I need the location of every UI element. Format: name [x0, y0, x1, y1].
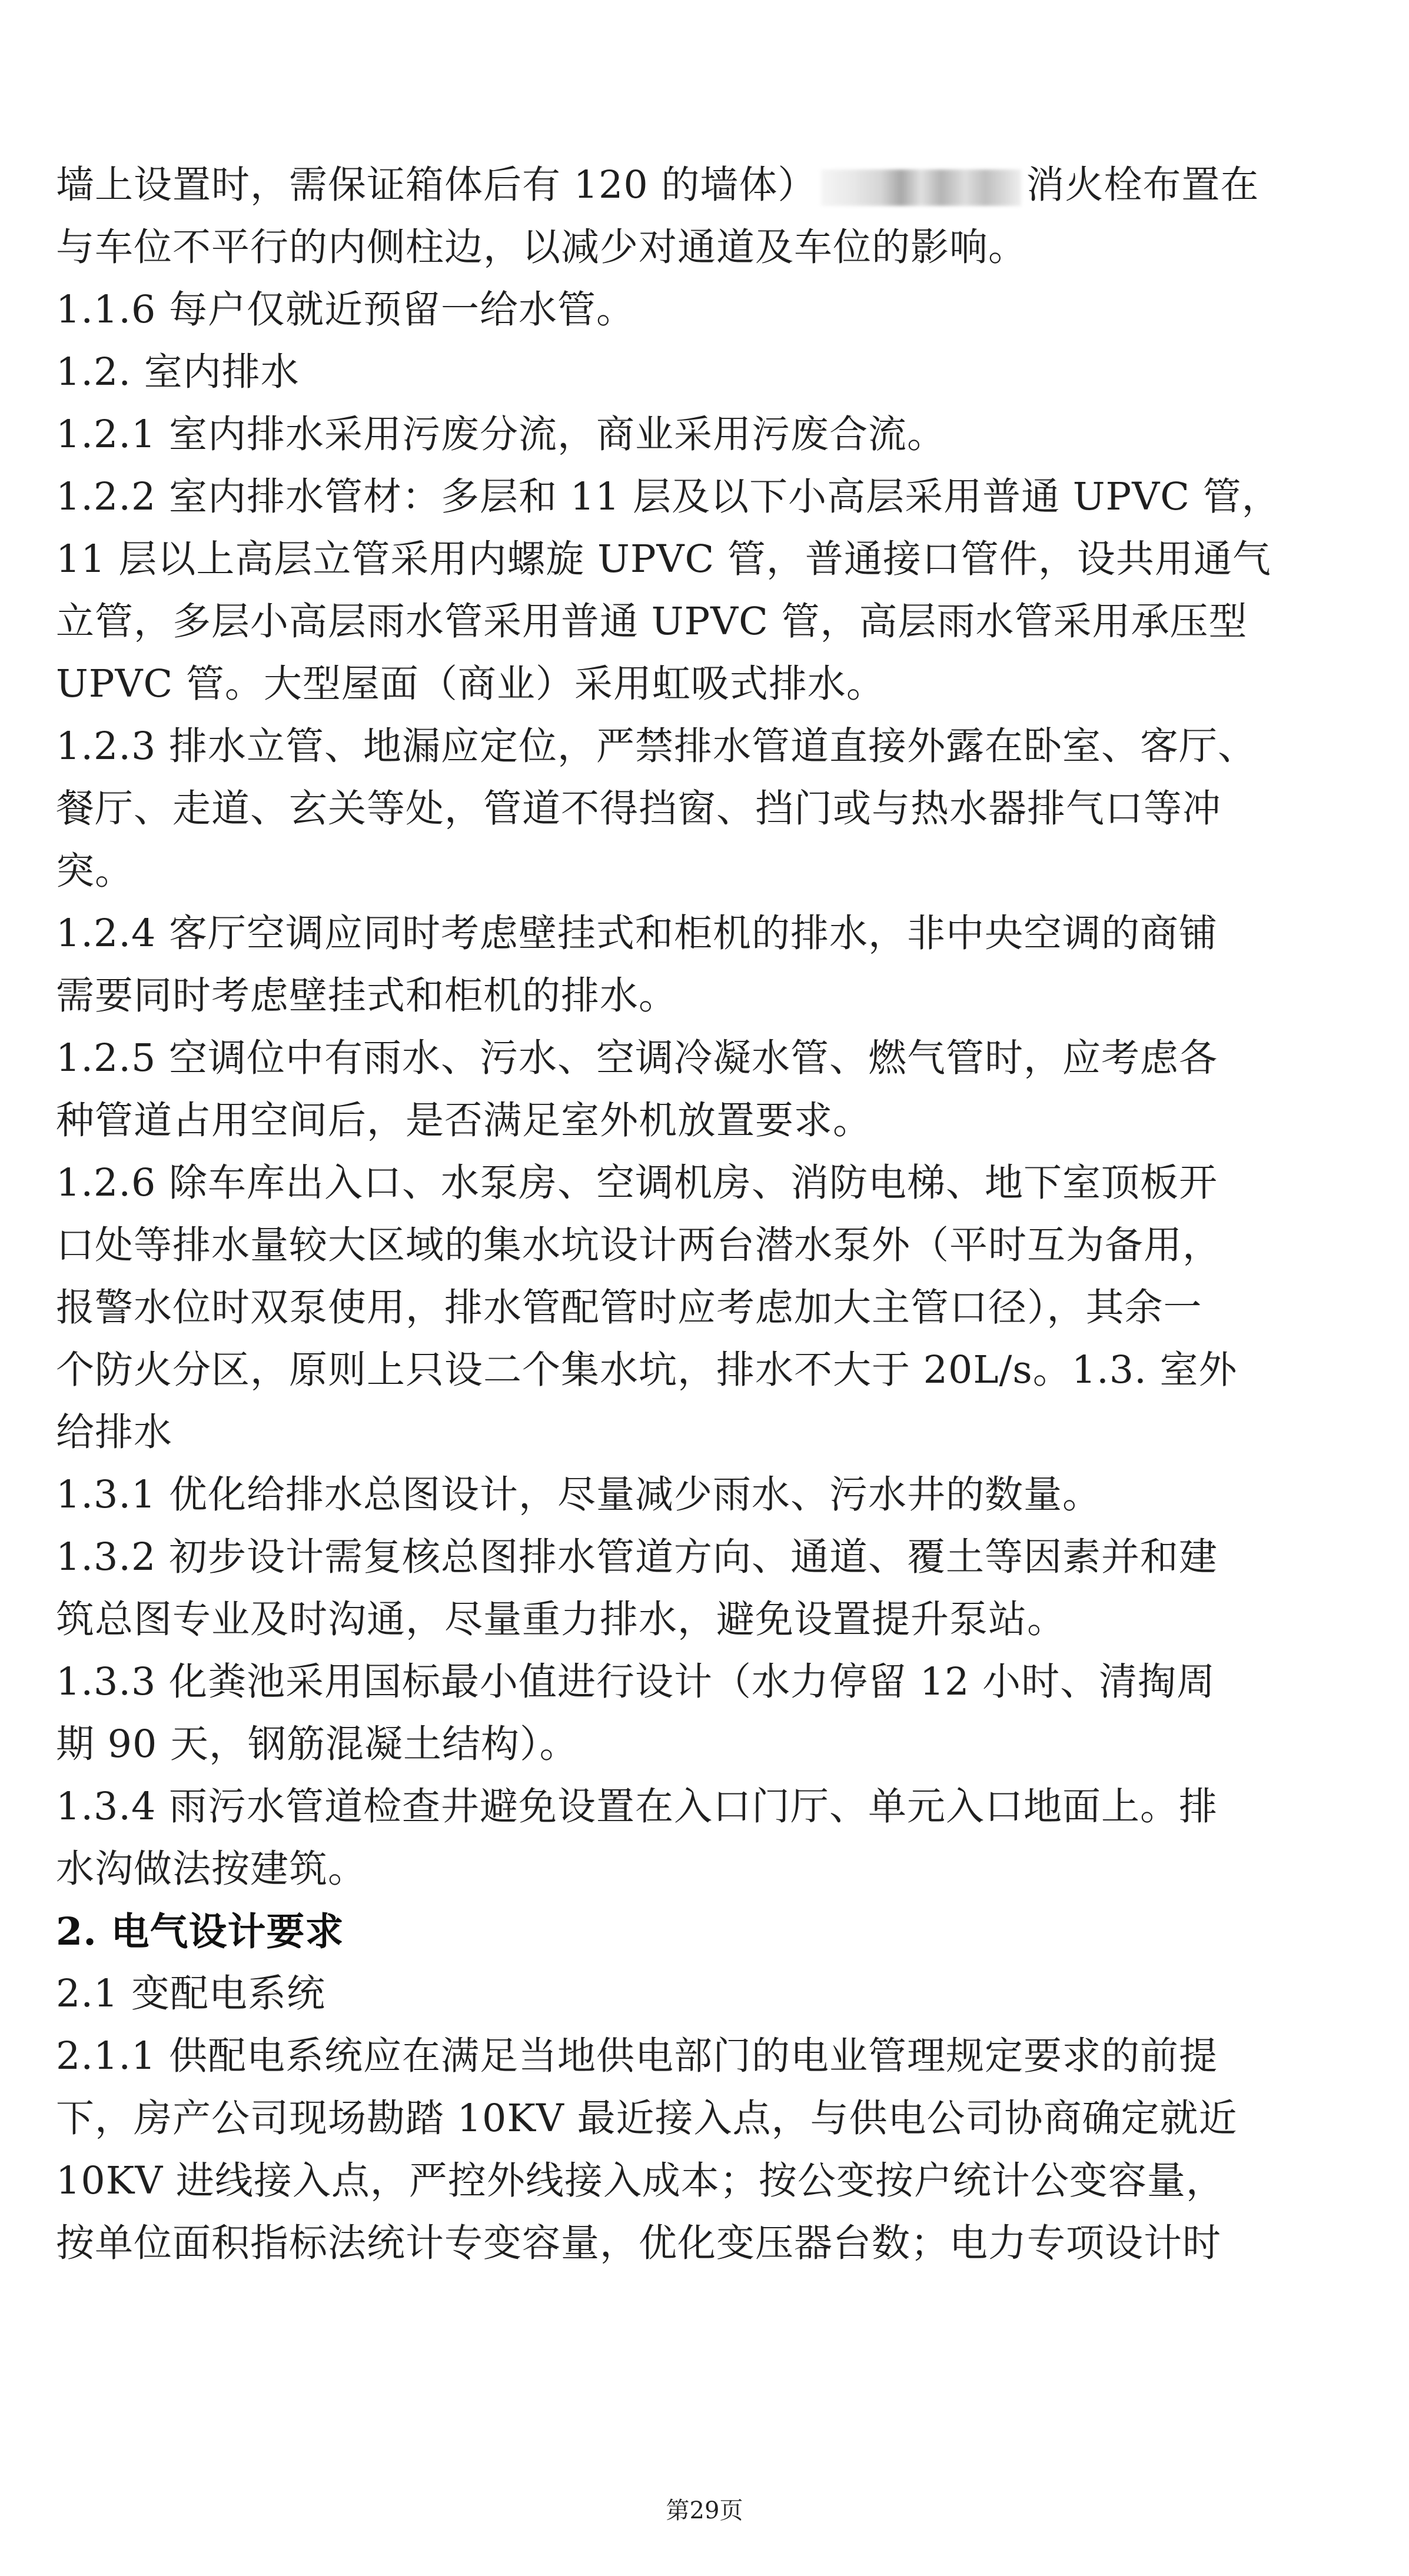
text-line-27: 1.3.4 雨污水管道检查井避免设置在入口门厅、单元入口地面上。排 — [56, 1785, 1218, 1829]
text-line-9: UPVC 管。大型屋面（商业）采用虹吸式排水。 — [56, 662, 885, 706]
text-line-13: 1.2.4 客厅空调应同时考虑壁挂式和柜机的排水，非中央空调的商铺 — [56, 911, 1218, 956]
text-line-22: 1.3.1 优化给排水总图设计，尽量减少雨水、污水井的数量。 — [56, 1473, 1102, 1517]
text-line-19: 报警水位时双泵使用，排水管配管时应考虑加大主管口径），其余一 — [56, 1286, 1202, 1330]
text-line-10: 1.2.3 排水立管、地漏应定位，严禁排水管道直接外露在卧室、客厅、 — [56, 724, 1257, 768]
text-line-5: 1.2.1 室内排水采用污废分流，商业采用污废合流。 — [56, 412, 946, 457]
page-number: 第29页 — [666, 2497, 743, 2524]
text-line-1 — [56, 154, 1360, 217]
text-line-3: 1.1.6 每户仅就近预留一给水管。 — [56, 288, 636, 332]
text-line-34: 按单位面积指标法统计专变容量，优化变压器台数；电力专项设计时 — [56, 2221, 1222, 2265]
section-heading-electrical: 2. 电气设计要求 — [56, 1909, 344, 1954]
text-line-21: 给排水 — [56, 1410, 173, 1455]
document-body — [56, 154, 1360, 2275]
text-line-33: 10KV 进线接入点，严控外线接入成本；按公变按户统计公变容量， — [56, 2159, 1225, 2203]
text-line-17: 1.2.6 除车库出入口、水泵房、空调机房、消防电梯、地下室顶板开 — [56, 1161, 1218, 1205]
text-line-2: 与车位不平行的内侧柱边，以减少对通道及车位的影响。 — [56, 225, 1028, 269]
text-line-18: 口处等排水量较大区域的集水坑设计两台潜水泵外（平时互为备用， — [56, 1223, 1222, 1267]
text-line-1-part-b: 消火栓布置在 — [1026, 163, 1260, 207]
redacted-region — [821, 169, 1021, 206]
text-line-6: 1.2.2 室内排水管材：多层和 11 层及以下小高层采用普通 UPVC 管， — [56, 475, 1281, 519]
text-line-1-part-a: 墙上设置时，需保证箱体后有 120 的墙体） — [56, 163, 817, 207]
text-line-23: 1.3.2 初步设计需复核总图排水管道方向、通道、覆土等因素并和建 — [56, 1535, 1218, 1579]
text-line-16: 种管道占用空间后，是否满足室外机放置要求。 — [56, 1099, 872, 1143]
section-heading-1-2: 1.2. 室内排水 — [56, 350, 300, 394]
text-line-32: 下，房产公司现场勘踏 10KV 最近接入点，与供电公司协商确定就近 — [56, 2096, 1238, 2141]
text-line-24: 筑总图专业及时沟通，尽量重力排水，避免设置提升泵站。 — [56, 1597, 1066, 1642]
text-line-8: 立管，多层小高层雨水管采用普通 UPVC 管，高层雨水管采用承压型 — [56, 600, 1248, 644]
section-heading-2-1: 2.1 变配电系统 — [56, 1972, 326, 2016]
text-line-25: 1.3.3 化粪池采用国标最小值进行设计（水力停留 12 小时、清掏周 — [56, 1660, 1216, 1704]
text-line-31: 2.1.1 供配电系统应在满足当地供电部门的电业管理规定要求的前提 — [56, 2034, 1218, 2078]
text-line-11: 餐厅、走道、玄关等处，管道不得挡窗、挡门或与热水器排气口等冲 — [56, 787, 1222, 831]
text-line-14: 需要同时考虑壁挂式和柜机的排水。 — [56, 974, 678, 1018]
text-line-7: 11 层以上高层立管采用内螺旋 UPVC 管，普通接口管件，设共用通气 — [56, 537, 1271, 581]
text-line-12: 突。 — [56, 849, 134, 893]
text-line-28: 水沟做法按建筑。 — [56, 1847, 367, 1891]
text-line-26: 期 90 天，钢筋混凝土结构）。 — [56, 1722, 579, 1766]
text-line-20: 个防火分区，原则上只设二个集水坑，排水不大于 20L/s。1.3. 室外 — [56, 1348, 1238, 1392]
text-line-15: 1.2.5 空调位中有雨水、污水、空调冷凝水管、燃气管时，应考虑各 — [56, 1036, 1218, 1080]
